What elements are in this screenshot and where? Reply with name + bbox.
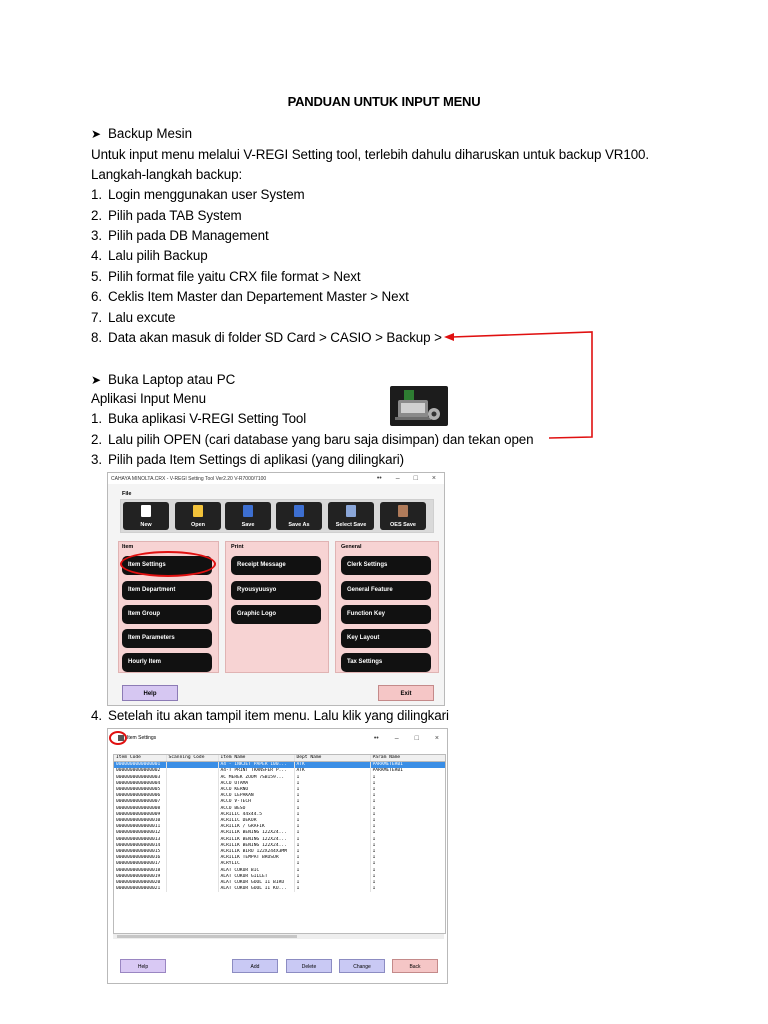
table-cell: ALAT CUKUR GOOL II KU... [218,886,294,892]
table-cell: 1 [370,824,445,830]
save-as-icon [294,505,304,517]
table-cell: 1 [370,855,445,861]
table-cell: PARAMETER01 [370,762,445,769]
item-settings-window [107,728,448,984]
table-cell: ACRILIK BENING 122X24... [218,843,294,849]
table-cell: ACRILIK / GRAFIK [218,824,294,830]
table-cell: ALAT CUKUR GOOL II BIRU [218,880,294,886]
grid-header-row [114,755,445,762]
column-header[interactable]: Scanning Code [166,755,218,762]
minimize-icon[interactable]: – [395,475,400,482]
table-cell: ACCO LEPAKAN [218,793,294,799]
file-group-label: File [122,491,132,497]
table-cell: 1 [294,886,370,892]
table-cell: 1 [370,830,445,836]
table-cell: 1 [370,793,445,799]
receipt-message-button[interactable]: Receipt Message [231,556,321,575]
table-cell: 1 [370,880,445,886]
bullet-text: Buka Laptop atau PC [108,372,236,387]
tax-settings-button[interactable]: Tax Settings [341,653,431,672]
step-item: 7. Lalu excute [91,310,176,325]
select-save-button[interactable]: Select Save [328,502,374,530]
table-cell: 0000000000000002 [114,768,166,774]
table-cell: 1 [370,775,445,781]
table-cell: ALAT CUKUR GILLET [218,874,294,880]
table-cell: ACRILIK BENING 122X24... [218,830,294,836]
table-cell: 0000000000000011 [114,824,166,830]
back-button[interactable]: Back [392,959,438,973]
ryousyuusyo-button[interactable]: Ryousyuusyo [231,581,321,600]
table-cell: 1 [370,812,445,818]
maximize-icon[interactable]: □ [414,734,419,742]
table-cell: 1 [294,874,370,880]
table-cell: ATK [294,768,370,774]
step-item: 4. Lalu pilih Backup [91,248,208,263]
window-titlebar [108,729,447,747]
window-title: Item Settings [127,735,157,741]
step-item: 3. Pilih pada DB Management [91,228,269,243]
table-cell [166,886,218,892]
column-header[interactable]: Item Code [114,755,166,762]
table-cell: 1 [294,837,370,843]
table-row[interactable] [114,886,445,892]
item-group-label: Item [122,544,134,550]
table-cell: ACRILIK BIRU 122X244X3MM [218,849,294,855]
table-cell: 0000000000000008 [114,806,166,812]
table-cell: 1 [294,812,370,818]
column-header[interactable]: Item Name [218,755,294,762]
save-as-button[interactable]: Save As [276,502,322,530]
subtitle-text: Aplikasi Input Menu [91,391,206,406]
table-row[interactable] [114,762,445,769]
table-cell: 0000000000000015 [114,849,166,855]
exit-button[interactable]: Exit [378,685,434,701]
select-save-icon [346,505,356,517]
graphic-logo-button[interactable]: Graphic Logo [231,605,321,624]
window-title: CAHAYA MINOLTA.CRX - V-REGI Setting Tool Ver2.20 V-R7000/7100 [111,475,267,482]
table-cell: 1 [294,781,370,787]
key-layout-button[interactable]: Key Layout [341,629,431,648]
table-cell: 0000000000000013 [114,837,166,843]
save-disk-icon [243,505,253,517]
item-department-button[interactable]: Item Department [122,581,212,600]
page-title: PANDUAN UNTUK INPUT MENU [287,94,481,109]
print-group-label: Print [231,544,244,550]
general-group-label: General [341,544,362,550]
table-cell: 1 [370,837,445,843]
column-header[interactable]: Param Name [370,755,445,762]
table-cell: 1 [370,818,445,824]
table-cell: AC MEREK ZOOM 7SB159... [218,775,294,781]
close-icon[interactable]: × [434,734,439,742]
table-cell: 1 [294,824,370,830]
highlight-circle [120,551,216,577]
arrow-bullet-icon: ➤ [91,373,102,387]
table-cell: 0000000000000007 [114,799,166,805]
open-folder-icon [193,505,203,517]
open-button[interactable]: Open [175,502,221,530]
pin-icon[interactable]: •• [373,734,379,742]
scrollbar-thumb[interactable] [117,935,297,938]
delete-button[interactable]: Delete [286,959,332,973]
save-button[interactable]: Save [225,502,271,530]
add-button[interactable]: Add [232,959,278,973]
step-item: 4. Setelah itu akan tampil item menu. Lalu klik yang dilingkari [91,708,449,723]
step-item: 6. Ceklis Item Master dan Departement Master > Next [91,289,409,304]
table-cell: 1 [370,843,445,849]
vregi-setting-tool-window [107,472,445,706]
table-cell: ATK [294,762,370,769]
oes-save-icon [398,505,408,517]
table-cell: 1 [294,818,370,824]
step-item: 2. Lalu pilih OPEN (cari database yang baru saja disimpan) dan tekan open [91,432,534,447]
table-cell: 1 [294,868,370,874]
clerk-settings-button[interactable]: Clerk Settings [341,556,431,575]
table-cell: 0000000000000003 [114,775,166,781]
table-cell: 1 [370,868,445,874]
table-cell: 0000000000000019 [114,874,166,880]
table-cell: A4 - INKJET PAPER 100... [218,762,294,769]
new-button[interactable]: New [123,502,169,530]
table-cell: 1 [294,861,370,867]
change-button[interactable]: Change [339,959,385,973]
table-cell: PARAMETER01 [370,768,445,774]
step-item: 1. Login menggunakan user System [91,187,305,202]
table-cell: 1 [294,806,370,812]
table-cell: 1 [370,799,445,805]
item-grid[interactable] [113,754,446,934]
column-header[interactable]: Dept Name [294,755,370,762]
table-cell: 1 [294,799,370,805]
bullet-text: Backup Mesin [108,126,193,141]
table-cell: 0000000000000017 [114,861,166,867]
table-cell: ALAT CUKUR BIC [218,868,294,874]
window-titlebar [108,473,444,484]
table-cell: 0000000000000021 [114,886,166,892]
table-cell: 1 [294,787,370,793]
help-button[interactable]: Help [122,685,178,701]
table-cell: 0000000000000012 [114,830,166,836]
steps-label: Langkah-langkah backup: [91,167,243,182]
table-cell: ACCO V-TECH [218,799,294,805]
table-cell: 1 [370,806,445,812]
table-cell: 0000000000000006 [114,793,166,799]
new-file-icon [141,505,151,517]
table-cell: 1 [370,886,445,892]
item-settings-button[interactable]: Item Settings [122,556,212,575]
table-cell: A4-T PRINT TRANSFER P... [218,768,294,774]
table-cell: 1 [370,874,445,880]
table-cell: 1 [370,781,445,787]
table-cell: 0000000000000010 [114,818,166,824]
step-item: 8. Data akan masuk di folder SD Card > CASIO > Backup > [91,330,442,345]
table-cell: 0000000000000016 [114,855,166,861]
table-cell: 0000000000000020 [114,880,166,886]
table-cell: ACRILIC 44x44.5 [218,812,294,818]
hourly-item-button[interactable]: Hourly Item [122,653,212,672]
table-cell: 0000000000000014 [114,843,166,849]
function-key-button[interactable]: Function Key [341,605,431,624]
table-cell: 1 [294,775,370,781]
step-item: 2. Pilih pada TAB System [91,208,242,223]
item-parameters-button[interactable]: Item Parameters [122,629,212,648]
step-item: 3. Pilih pada Item Settings di aplikasi (yang dilingkari) [91,452,405,467]
minimize-icon[interactable]: – [394,734,399,742]
help-button[interactable]: Help [120,959,166,973]
step-item: 1. Buka aplikasi V-REGI Setting Tool [91,411,307,426]
table-cell: ACCO BESO [218,806,294,812]
intro-text: Untuk input menu melalui V-REGI Setting tool, terlebih dahulu diharuskan untuk backup VR100. [91,147,650,162]
table-cell: 0000000000000009 [114,812,166,818]
table-cell: ACRYLIC [218,861,294,867]
table-cell: 1 [294,843,370,849]
pin-icon[interactable]: •• [376,475,382,482]
table-cell: 0000000000000001 [114,762,166,769]
item-group-button[interactable]: Item Group [122,605,212,624]
table-cell: 1 [294,830,370,836]
maximize-icon[interactable]: □ [413,475,418,482]
table-cell: 1 [370,787,445,793]
table-cell: 1 [294,880,370,886]
table-cell: 0000000000000018 [114,868,166,874]
table-cell: 0000000000000004 [114,781,166,787]
table-cell: 1 [370,861,445,867]
table-cell: 1 [294,855,370,861]
highlight-circle [109,731,127,745]
table-cell: ACRILIK BENING 122X24... [218,837,294,843]
arrow-bullet-icon: ➤ [91,127,102,141]
table-cell: 1 [294,849,370,855]
table-cell: ACRILIK TEMPAT BROSUR [218,855,294,861]
table-cell: ACRILIC DEKOR [218,818,294,824]
table-cell: 0000000000000005 [114,787,166,793]
step-item: 5. Pilih format file yaitu CRX file format > Next [91,269,361,284]
close-icon[interactable]: × [431,475,436,482]
table-cell: 1 [294,793,370,799]
table-cell: ACCO UTAMA [218,781,294,787]
general-feature-button[interactable]: General Feature [341,581,431,600]
oes-save-button[interactable]: OES Save [380,502,426,530]
table-cell [166,762,218,769]
table-cell: ACCO KERNO [218,787,294,793]
horizontal-scrollbar[interactable] [113,934,444,939]
table-cell: 1 [370,849,445,855]
